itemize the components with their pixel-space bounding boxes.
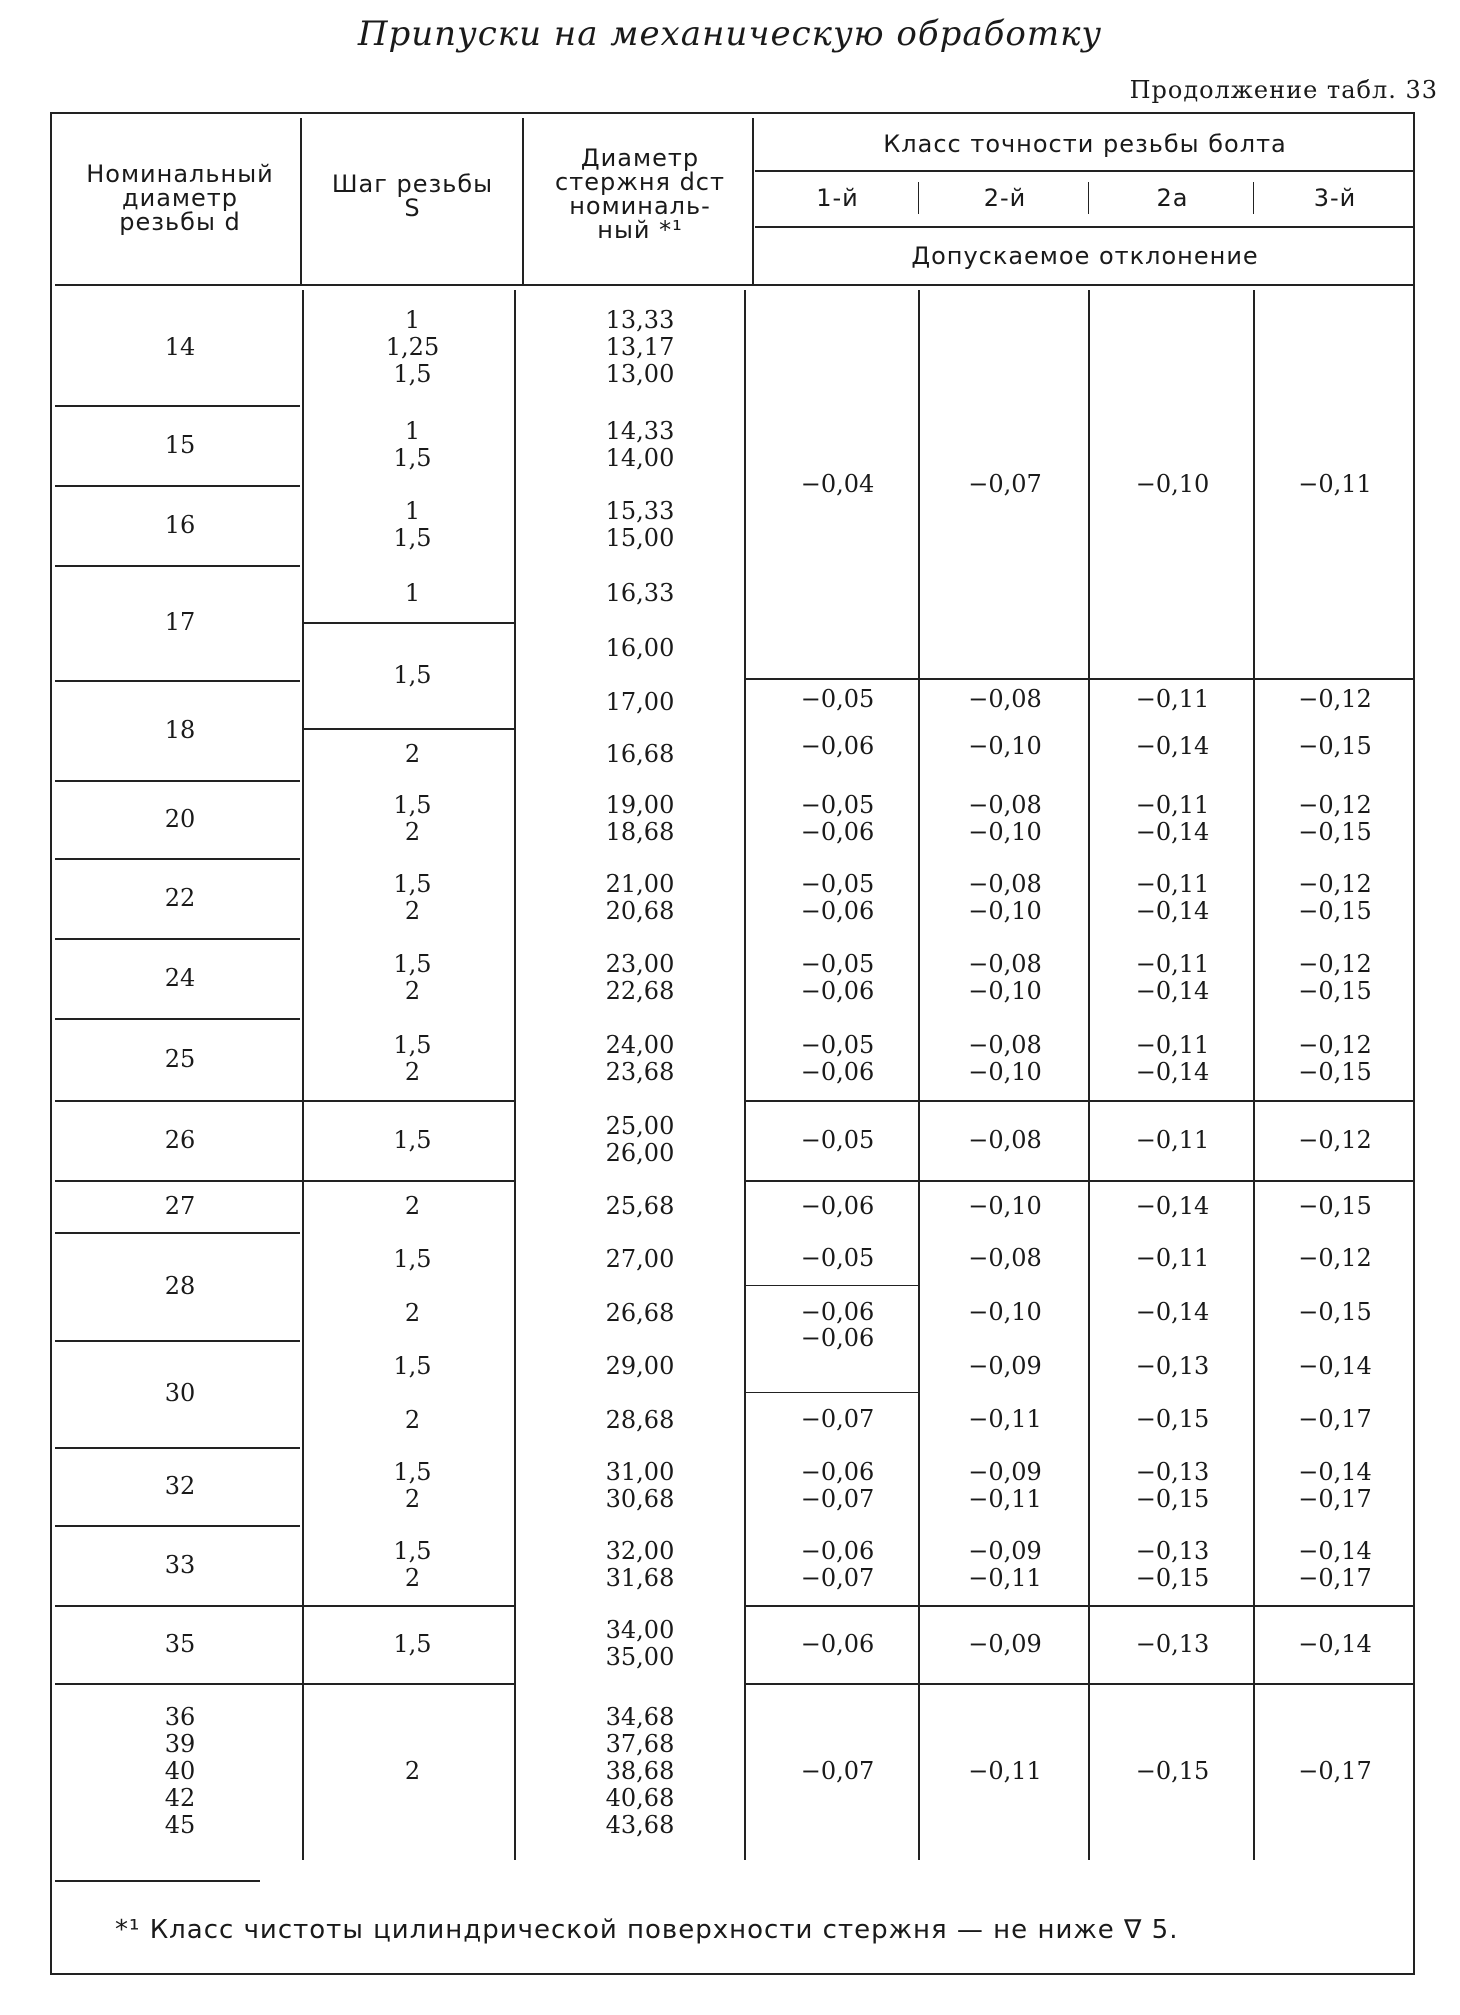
tolerance-cell-class-3: −0,11 −0,14 (1135, 791, 1210, 846)
thread-pitch-cell: 1,5 (393, 1630, 432, 1658)
nominal-diameter-cell: 27 (164, 1192, 196, 1220)
tolerance-cell-class-3: −0,13 (1135, 1352, 1210, 1380)
shank-diameter-cell: 15,33 15,00 (605, 497, 675, 552)
rule-line (55, 1100, 514, 1102)
tolerance-cell-class-3: −0,13 −0,15 (1135, 1537, 1210, 1592)
rule-line (744, 1100, 1415, 1102)
thread-pitch-cell: 1 1,5 (393, 497, 432, 552)
thread-pitch-cell: 2 (404, 1757, 421, 1785)
tolerance-cell-class-3: −0,14 (1135, 1192, 1210, 1220)
footnote-mark: *¹ (115, 1915, 141, 1945)
tolerance-cell-class-2: −0,08 −0,10 (968, 950, 1042, 1005)
rule-line (755, 226, 1415, 228)
thread-pitch-cell: 1 (404, 579, 421, 607)
tolerance-cell-class-2: −0,10 (968, 732, 1042, 760)
rule-line (744, 678, 1415, 680)
tolerance-cell-class-1: −0,06 (800, 1298, 875, 1326)
rule-line (55, 1018, 300, 1020)
rule-line (744, 1285, 918, 1286)
tolerance-cell-class-3: −0,11 (1135, 685, 1210, 713)
rule-line (752, 118, 754, 284)
tolerance-cell-class-2: −0,08 −0,10 (968, 791, 1042, 846)
header-tolerance: Допускаемое отклонение (911, 242, 1259, 270)
tolerance-cell-class-1: −0,07 (800, 1405, 875, 1433)
rule-line (55, 1605, 514, 1607)
tolerance-cell-class-3: −0,10 (1135, 470, 1210, 498)
nominal-diameter-cell: 36 39 40 42 45 (164, 1703, 196, 1839)
tolerance-cell-class-4: −0,14 (1298, 1352, 1372, 1380)
tolerance-cell-class-4: −0,12 (1298, 1244, 1372, 1272)
shank-diameter-cell: 16,68 (605, 740, 675, 768)
tolerance-cell-class-2: −0,10 (968, 1298, 1042, 1326)
nominal-diameter-cell: 25 (164, 1045, 196, 1073)
rule-line (302, 622, 514, 624)
page-title: Припуски на механическую обработку (357, 14, 1103, 54)
rule-line (55, 858, 300, 860)
tolerance-cell-class-1: −0,05 (800, 685, 875, 713)
tolerance-cell-class-4: −0,14 (1298, 1630, 1372, 1658)
tolerance-cell-class-2: −0,10 (968, 1192, 1042, 1220)
tolerance-cell-class-1: −0,07 (800, 1757, 875, 1785)
thread-pitch-cell: 1,5 2 (393, 1031, 432, 1086)
nominal-diameter-cell: 14 (164, 333, 196, 361)
nominal-diameter-cell: 20 (164, 805, 196, 833)
footnote (115, 1915, 1179, 1945)
tolerance-cell-class-1: −0,05 −0,06 (800, 1031, 875, 1086)
tolerance-cell-class-3: −0,11 −0,14 (1135, 870, 1210, 925)
rule-line (55, 1232, 300, 1234)
thread-pitch-cell: 1,5 2 (393, 791, 432, 846)
tolerance-cell-class-4: −0,12 (1298, 1126, 1372, 1154)
tolerance-cell-class-2: −0,09 −0,11 (968, 1537, 1042, 1592)
tolerance-cell-class-2: −0,09 −0,11 (968, 1458, 1042, 1513)
rule-line (744, 1683, 1415, 1685)
tolerance-cell-class-4: −0,17 (1298, 1405, 1372, 1433)
tolerance-cell-class-4: −0,12 −0,15 (1298, 791, 1372, 846)
tolerance-cell-class-1: −0,06 −0,07 (800, 1537, 875, 1592)
thread-pitch-cell: 1,5 2 (393, 870, 432, 925)
nominal-diameter-cell: 17 (164, 608, 196, 636)
nominal-diameter-cell: 15 (164, 431, 196, 459)
rule-line (55, 485, 300, 487)
tolerance-cell-class-4: −0,12 −0,15 (1298, 870, 1372, 925)
thread-pitch-cell: 1 1,25 1,5 (385, 306, 440, 388)
thread-pitch-cell: 1,5 2 (393, 1537, 432, 1592)
tolerance-cell-class-2: −0,09 (968, 1352, 1042, 1380)
rule-line (55, 1180, 514, 1182)
tolerance-cell-class-2: −0,11 (968, 1757, 1042, 1785)
nominal-diameter-cell: 26 (164, 1126, 196, 1154)
tolerance-cell-class-1: −0,04 (800, 470, 875, 498)
tolerance-cell-class-4: −0,14 −0,17 (1298, 1458, 1372, 1513)
header-shank-diameter: Диаметр стержня dст номиналь- ный *¹ (555, 144, 725, 244)
tolerance-cell-class-1: −0,06 (800, 1630, 875, 1658)
tolerance-cell-class-4: −0,12 −0,15 (1298, 950, 1372, 1005)
shank-diameter-cell: 13,33 13,17 13,00 (605, 306, 675, 388)
tolerance-cell-class-3: −0,15 (1135, 1405, 1210, 1433)
thread-pitch-cell: 2 (404, 740, 421, 768)
tolerance-cell-class-2: −0,09 (968, 1630, 1042, 1658)
nominal-diameter-cell: 16 (164, 511, 196, 539)
rule-line (55, 284, 1415, 286)
rule-line (55, 680, 300, 682)
thread-pitch-cell: 1,5 2 (393, 1245, 432, 1327)
table-continuation-label: Продолжение табл. 33 (1129, 76, 1438, 104)
rule-line (55, 1683, 514, 1685)
rule-line (55, 565, 300, 567)
tolerance-cell-class-1: −0,06 −0,07 (800, 1458, 875, 1513)
nominal-diameter-cell: 32 (164, 1472, 196, 1500)
tolerance-cell-class-2: −0,08 −0,10 (968, 870, 1042, 925)
shank-diameter-cell: 27,00 26,68 (605, 1245, 675, 1327)
tolerance-cell-class-3: −0,15 (1135, 1757, 1210, 1785)
shank-diameter-cell: 31,00 30,68 (605, 1458, 675, 1513)
rule-line (300, 118, 302, 284)
header-thread-pitch: Шаг резьбы S (331, 170, 494, 222)
shank-diameter-cell: 34,68 37,68 38,68 40,68 43,68 (605, 1703, 675, 1839)
tolerance-cell-class-2: −0,07 (968, 470, 1042, 498)
nominal-diameter-cell: 30 (164, 1379, 196, 1407)
tolerance-cell-class-3: −0,14 (1135, 732, 1210, 760)
tolerance-cell-class-1: −0,06 (800, 1192, 875, 1220)
shank-diameter-cell: 19,00 18,68 (605, 791, 675, 846)
shank-diameter-cell: 34,00 35,00 (605, 1616, 675, 1671)
rule-line (55, 1525, 300, 1527)
rule-line (302, 728, 514, 730)
shank-diameter-cell: 21,00 20,68 (605, 870, 675, 925)
shank-diameter-cell: 29,00 28,68 (605, 1352, 675, 1434)
shank-diameter-cell: 16,33 (605, 579, 675, 607)
nominal-diameter-cell: 24 (164, 964, 196, 992)
nominal-diameter-cell: 35 (164, 1630, 196, 1658)
header-class-2: 2-й (983, 184, 1027, 212)
rule-line (55, 1880, 260, 1882)
tolerance-cell-class-1: −0,05 (800, 1126, 875, 1154)
tolerance-cell-class-4: −0,15 (1298, 1298, 1372, 1326)
rule-line (55, 938, 300, 940)
tolerance-cell-class-3: −0,11 (1135, 1126, 1210, 1154)
tolerance-cell-class-2: −0,08 −0,10 (968, 1031, 1042, 1086)
tolerance-cell-class-4: −0,17 (1298, 1757, 1372, 1785)
tolerance-cell-class-1: −0,06 (800, 1324, 875, 1352)
nominal-diameter-cell: 33 (164, 1551, 196, 1579)
nominal-diameter-cell: 18 (164, 716, 196, 744)
tolerance-cell-class-2: −0,08 (968, 1126, 1042, 1154)
rule-line (302, 290, 304, 1860)
tolerance-cell-class-3: −0,11 −0,14 (1135, 950, 1210, 1005)
tolerance-cell-class-3: −0,13 (1135, 1630, 1210, 1658)
header-class-1: 1-й (816, 184, 859, 212)
tolerance-cell-class-3: −0,11 (1135, 1244, 1210, 1272)
tolerance-cell-class-1: −0,05 −0,06 (800, 870, 875, 925)
tolerance-cell-class-1: −0,05 −0,06 (800, 791, 875, 846)
shank-diameter-cell: 14,33 14,00 (605, 417, 675, 472)
rule-line (744, 1180, 1415, 1182)
footnote-text: Класс чистоты цилиндрической поверхности стержня — не ниже ∇ 5. (149, 1915, 1179, 1945)
tolerance-cell-class-4: −0,12 −0,15 (1298, 1031, 1372, 1086)
tolerance-cell-class-3: −0,11 −0,14 (1135, 1031, 1210, 1086)
tolerance-cell-class-1: −0,05 −0,06 (800, 950, 875, 1005)
shank-diameter-cell: 25,68 (605, 1192, 675, 1220)
tolerance-cell-class-4: −0,15 (1298, 1192, 1372, 1220)
header-nominal-diameter: Номинальный диаметр резьбы d (86, 160, 274, 236)
shank-diameter-cell: 23,00 22,68 (605, 950, 675, 1005)
thread-pitch-cell: 1,5 2 (393, 1458, 432, 1513)
tolerance-cell-class-2: −0,08 (968, 685, 1042, 713)
thread-pitch-cell: 1,5 2 (393, 950, 432, 1005)
shank-diameter-cell: 16,00 17,00 (605, 634, 675, 716)
nominal-diameter-cell: 28 (164, 1272, 196, 1300)
tolerance-cell-class-1: −0,05 (800, 1244, 875, 1272)
thread-pitch-cell: 1,5 2 (393, 1352, 432, 1434)
tolerance-cell-class-4: −0,15 (1298, 732, 1372, 760)
rule-line (744, 1392, 918, 1393)
thread-pitch-cell: 2 (404, 1192, 421, 1220)
shank-diameter-cell: 32,00 31,68 (605, 1537, 675, 1592)
shank-diameter-cell: 24,00 23,68 (605, 1031, 675, 1086)
tolerance-cell-class-2: −0,08 (968, 1244, 1042, 1272)
nominal-diameter-cell: 22 (164, 884, 196, 912)
header-accuracy-class: Класс точности резьбы болта (883, 130, 1287, 158)
shank-diameter-cell: 25,00 26,00 (605, 1112, 675, 1167)
thread-pitch-cell: 1,5 (393, 1126, 432, 1154)
tolerance-cell-class-3: −0,13 −0,15 (1135, 1458, 1210, 1513)
thread-pitch-cell: 1 1,5 (393, 417, 432, 472)
rule-line (55, 780, 300, 782)
rule-line (522, 118, 524, 284)
header-class-3: 3-й (1313, 184, 1357, 212)
tolerance-cell-class-4: −0,11 (1298, 470, 1372, 498)
rule-line (755, 170, 1415, 172)
tolerance-cell-class-3: −0,14 (1135, 1298, 1210, 1326)
rule-line (55, 1340, 300, 1342)
tolerance-cell-class-1: −0,06 (800, 732, 875, 760)
tolerance-cell-class-4: −0,12 (1298, 685, 1372, 713)
thread-pitch-cell: 1,5 (393, 661, 432, 689)
rule-line (744, 1605, 1415, 1607)
rule-line (55, 1447, 300, 1449)
tolerance-cell-class-2: −0,11 (968, 1405, 1042, 1433)
header-class-2a: 2а (1156, 184, 1189, 212)
rule-line (55, 405, 300, 407)
tolerance-cell-class-4: −0,14 −0,17 (1298, 1537, 1372, 1592)
